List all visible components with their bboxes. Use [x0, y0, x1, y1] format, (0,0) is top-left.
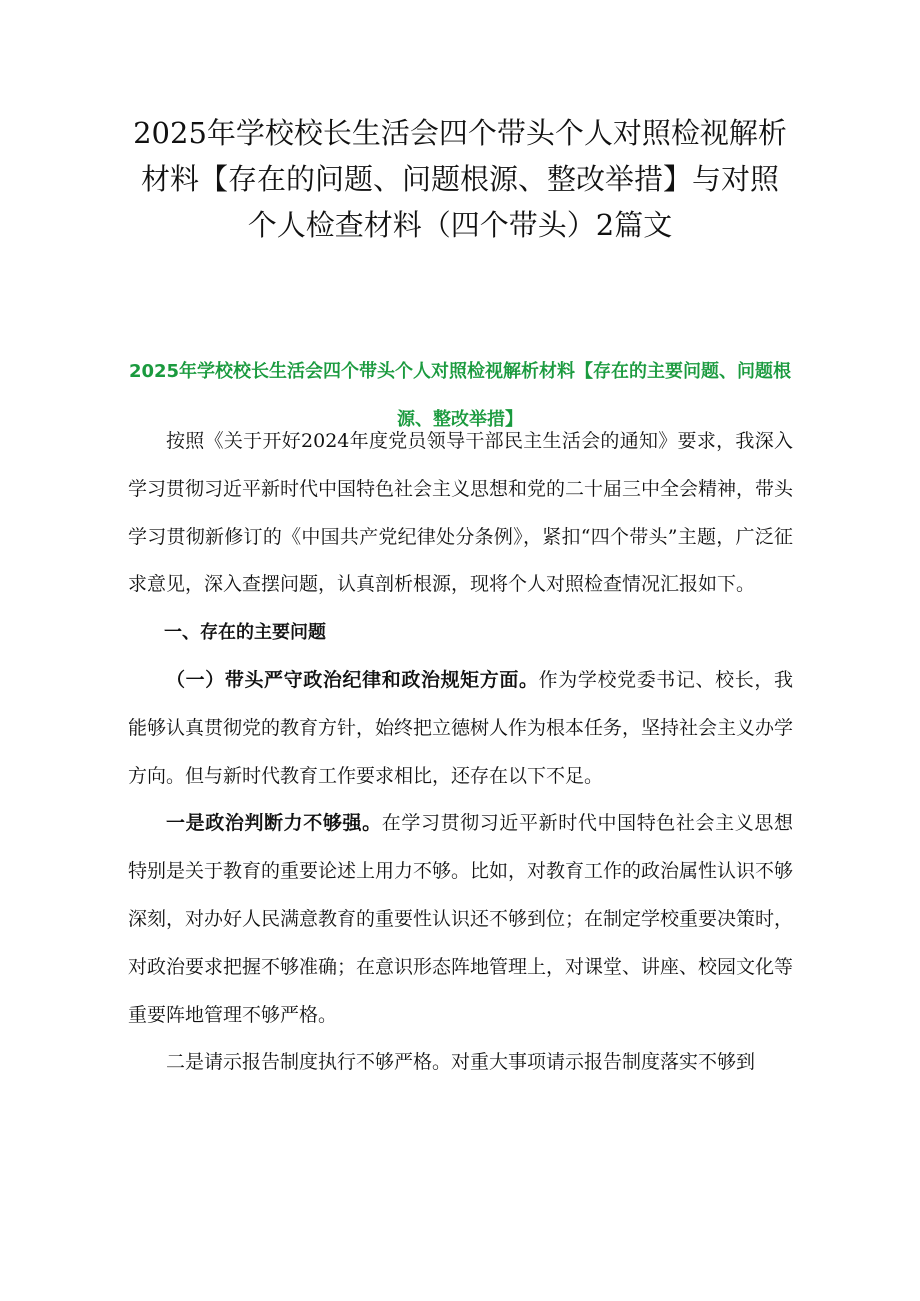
heading-level-1: 一、存在的主要问题	[164, 622, 326, 644]
item-1-lead: （一）带头严守政治纪律和政治规矩方面。	[166, 668, 539, 691]
item-1-paragraph	[128, 657, 793, 800]
document-title: 2025年学校校长生活会四个带头个人对照检视解析材料【存在的问题、问题根源、整改举措】与对照个人检查材料（四个带头）2篇文	[133, 116, 787, 242]
document-body	[128, 418, 793, 1087]
point-1-paragraph	[128, 800, 793, 1039]
point-1-lead: 一是政治判断力不够强。	[166, 812, 382, 835]
item-1-text: 作为学校党委书记、校长，我能够认真贯彻党的教育方针，始终把立德树人作为根本任务，坚持社会主义办学方向。但与新时代教育工作要求相比，还存在以下不足。	[128, 668, 794, 787]
section-heading: 2025年学校校长生活会四个带头个人对照检视解析材料【存在的主要问题、问题根源、整改举措】	[128, 361, 792, 430]
intro-paragraph: 按照《关于开好2024年度党员领导干部民主生活会的通知》要求，我深入学习贯彻习近平新时代中国特色社会主义思想和党的二十届三中全会精神，带头学习贯彻新修订的《中国共产党纪律处分条例》，紧扣“四个带头”主题，广泛征求意见，深入查摆问题，认真剖析根源，现将个人对照检查情况汇报如下。	[128, 430, 794, 596]
point-2-paragraph: 二是请示报告制度执行不够严格。对重大事项请示报告制度落实不够到	[166, 1051, 756, 1074]
point-1-text: 在学习贯彻习近平新时代中国特色社会主义思想特别是关于教育的重要论述上用力不够。比如，对教育工作的政治属性认识不够深刻，对办好人民满意教育的重要性认识还不够到位；在制定学校重要决策时，对政治要求把握不够准确；在意识形态阵地管理上，对课堂、讲座、校园文化等重要阵地管理不够严格。	[128, 812, 794, 1026]
